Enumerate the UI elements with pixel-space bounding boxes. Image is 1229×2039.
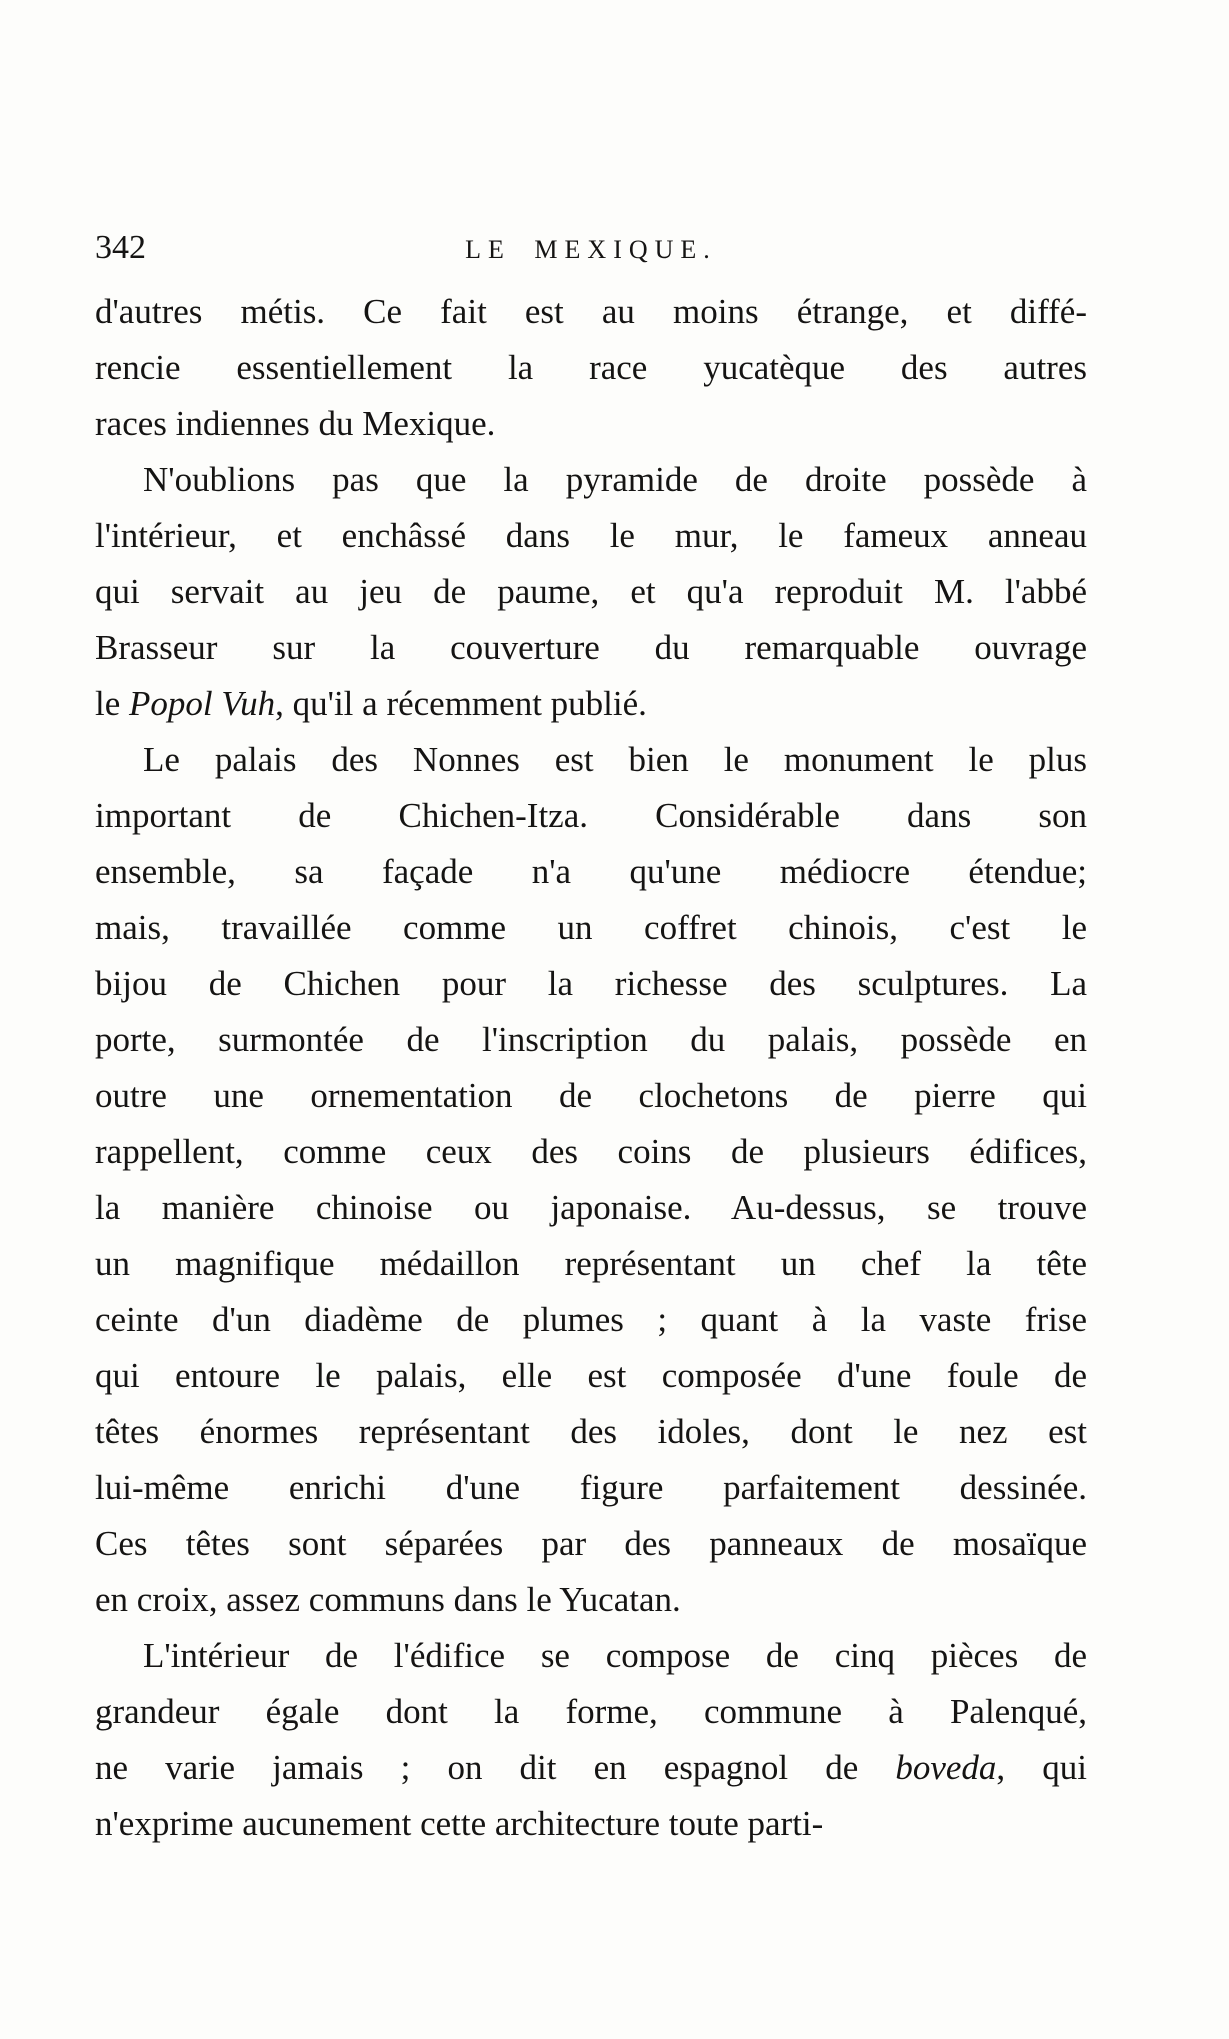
text-line [95, 1572, 1087, 1628]
text-line [95, 1516, 1087, 1572]
text-line [95, 844, 1087, 900]
text-segment: N'oublions pas que la pyramide de droite possède à [143, 460, 1087, 499]
page-header [95, 226, 1087, 284]
text-line [95, 452, 1087, 508]
text-segment: qui entoure le palais, elle est composée d'une foule de [95, 1356, 1087, 1395]
text-line [95, 508, 1087, 564]
text-segment: ensemble, sa façade n'a qu'une médiocre étendue; [95, 852, 1087, 891]
text-line [95, 1012, 1087, 1068]
text-segment: Brasseur sur la couverture du remarquable ouvrage [95, 628, 1087, 667]
text-segment: rencie essentiellement la race yucatèque des autres [95, 348, 1087, 387]
text-line [95, 1740, 1087, 1796]
text-segment: porte, surmontée de l'inscription du palais, possède en [95, 1020, 1087, 1059]
text-segment: ne varie jamais ; on dit en espagnol de [95, 1748, 896, 1787]
text-line [95, 788, 1087, 844]
text-segment: un magnifique médaillon représentant un chef la tête [95, 1244, 1087, 1283]
text-line [95, 1292, 1087, 1348]
text-line [95, 1628, 1087, 1684]
text-line [95, 1796, 1087, 1852]
text-segment: races indiennes du Mexique. [95, 404, 496, 443]
text-segment: , qui [996, 1748, 1087, 1787]
text-segment: bijou de Chichen pour la richesse des sculptures. La [95, 964, 1087, 1003]
text-block [95, 226, 1087, 1852]
paragraph [95, 452, 1087, 732]
text-line [95, 1180, 1087, 1236]
text-segment: la manière chinoise ou japonaise. Au-dessus, se trouve [95, 1188, 1087, 1227]
text-segment: qui servait au jeu de paume, et qu'a reproduit M. l'abbé [95, 572, 1087, 611]
paragraph [95, 732, 1087, 1628]
text-segment: d'autres métis. Ce fait est au moins étrange, et diffé- [95, 292, 1087, 331]
text-segment: l'intérieur, et enchâssé dans le mur, le fameux anneau [95, 516, 1087, 555]
text-segment: important de Chichen-Itza. Considérable dans son [95, 796, 1087, 835]
text-line [95, 1684, 1087, 1740]
italic-text-segment: Popol Vuh [129, 684, 276, 723]
text-segment: grandeur égale dont la forme, commune à Palenqué, [95, 1692, 1087, 1731]
text-line [95, 1404, 1087, 1460]
text-line [95, 340, 1087, 396]
text-line [95, 620, 1087, 676]
text-segment: mais, travaillée comme un coffret chinois, c'est le [95, 908, 1087, 947]
page-number: 342 [95, 229, 146, 266]
text-segment: L'intérieur de l'édifice se compose de cinq pièces de [143, 1636, 1087, 1675]
text-segment: têtes énormes représentant des idoles, dont le nez est [95, 1412, 1087, 1451]
page-body [95, 284, 1087, 1852]
text-segment: Le palais des Nonnes est bien le monument le plus [143, 740, 1087, 779]
text-line [95, 564, 1087, 620]
text-line [95, 396, 1087, 452]
text-segment: lui-même enrichi d'une figure parfaitement dessinée. [95, 1468, 1087, 1507]
text-segment: le [95, 684, 130, 723]
text-segment: rappellent, comme ceux des coins de plusieurs édifices, [95, 1132, 1087, 1171]
text-line [95, 1236, 1087, 1292]
text-line [95, 956, 1087, 1012]
text-line [95, 676, 1087, 732]
text-segment: en croix, assez communs dans le Yucatan. [95, 1580, 681, 1619]
text-line [95, 732, 1087, 788]
text-segment: n'exprime aucunement cette architecture toute parti- [95, 1804, 824, 1843]
text-segment: Ces têtes sont séparées par des panneaux de mosaïque [95, 1524, 1087, 1563]
text-segment: , qu'il a récemment publié. [275, 684, 647, 723]
running-title: LE MEXIQUE. [465, 235, 717, 264]
text-segment: outre une ornementation de clochetons de pierre qui [95, 1076, 1087, 1115]
text-line [95, 1348, 1087, 1404]
italic-text-segment: boveda [895, 1748, 997, 1787]
text-line [95, 900, 1087, 956]
text-line [95, 284, 1087, 340]
text-segment: ceinte d'un diadème de plumes ; quant à la vaste frise [95, 1300, 1087, 1339]
text-line [95, 1460, 1087, 1516]
text-line [95, 1068, 1087, 1124]
text-line [95, 1124, 1087, 1180]
paragraph [95, 284, 1087, 452]
paragraph [95, 1628, 1087, 1852]
